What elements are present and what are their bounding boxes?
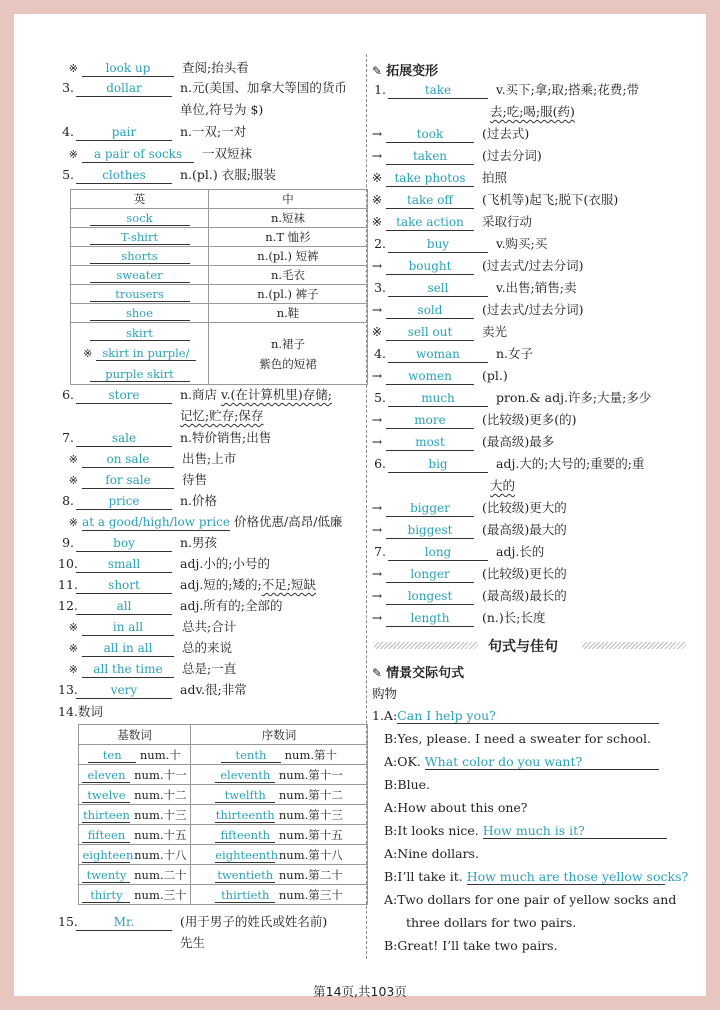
list-item: 15. Mr. (用于男子的姓氏或姓名前) [58,914,328,929]
list-item: 5. clothes n.(pl.) 衣服;服装 [62,167,276,182]
list-item-continuation: 单位,符号为 $) [180,102,264,117]
dialog-line: B:I’ll take it. How much are those yellow socks? [384,869,689,884]
list-item: 11. short adj.短的;矮的;不足;短缺 [58,577,316,592]
dialog-line: A:Two dollars for one pair of yellow socks and [384,892,677,907]
list-item: 1. take v.买下;拿;取;搭乘;花费;带 [374,82,640,97]
answer-blank: look up [82,61,174,77]
dialog-line: three dollars for two pairs. [406,915,577,930]
list-item: → women (pl.) [371,368,508,383]
list-item: → longest (最高级)最长的 [371,588,567,603]
hatch-decoration [582,642,686,649]
list-item: 12. all adj.所有的;全部的 [58,598,283,613]
arrow-icon: → [371,126,383,141]
list-item: → longer (比较级)更长的 [371,566,567,581]
list-item: 5. much pron.& adj.许多;大量;多少 [374,390,652,405]
list-item: 8. price n.价格 [62,493,218,508]
list-item: → sold (过去式/过去分词) [371,302,584,317]
list-item: 6. store n.商店 v.(在计算机里)存储; [62,387,333,402]
list-item: → most (最高级)最多 [371,434,555,449]
arrow-icon: → [371,148,383,163]
answer-blank: a pair of socks [82,147,194,163]
list-item: → bought (过去式/过去分词) [371,258,584,273]
list-item: ※ in all 总共;合计 [68,619,237,634]
list-item: 9. boy n.男孩 [62,535,218,550]
list-item: ※ take photos 拍照 [371,170,508,185]
page-number: 第14页,共103页 [313,984,407,999]
list-item: 13. very adv.很;非常 [58,682,247,697]
answer-blank: pair [76,125,172,141]
list-item: 4. pair n.一双;一对 [62,124,247,139]
list-item: ※ sell out 卖光 [371,324,508,339]
list-item: ※ take action 采取行动 [371,214,533,229]
numerals-label: 14.数词 [58,704,103,719]
answer-blank: clothes [76,168,172,184]
dialog-line: B:Blue. [384,777,431,792]
pencil-icon: ✎ [372,666,383,680]
dialog-line: B:Yes, please. I need a sweater for school. [384,731,652,746]
list-item: ※ take off (飞机等)起飞;脱下(衣服) [371,192,619,207]
dialog-line: A:OK. What color do you want? [384,752,659,772]
list-item: ※ a pair of socks 一双短袜 [68,146,253,161]
list-item: 4. woman n.女子 [374,346,534,361]
list-item: ※ all in all 总的来说 [68,640,233,655]
list-item: → bigger (比较级)更大的 [371,500,567,515]
list-item: 6. big adj.大的;大号的;重要的;重 [374,456,645,471]
list-item: 10. small adj.小的;小号的 [58,556,271,571]
numerals-table: 基数词 序数词 ten num.十 tenth num.第十 eleven num.十一 eleventh num.第十一 twelve num.十二 twelfth num.第十二 thirteen num.十三 thirteenth num.第十三 fifteen num.十五 fifteenth num.第十五 eighteen num.十八 eighteenth num.第十八 twenty num.二十 twentieth num.第二十 thirty num.三十 thirtieth num.第三十 [78,724,368,905]
list-item: ※ at a good/high/low price 价格优惠/高昂/低廉 [68,514,343,529]
dialog-line: A:How about this one? [384,800,528,815]
dialog-title: ✎ 情景交际句式 [372,666,465,681]
sentence-header: 句式与佳句 [488,639,558,655]
section-title: ✎ 拓展变形 [372,64,439,79]
list-item: ※ for sale 待售 [68,472,208,487]
list-item: 2. buy v.购买;买 [374,236,548,251]
list-item: → taken (过去分词) [370,146,542,166]
list-item: 3. dollar n.元(美国、加拿大等国的货币 [62,80,347,95]
list-item: ※ all the time 总是;一直 [68,661,237,676]
dialog-line: B:It looks nice. How much is it? [384,821,667,841]
dialog-line: B:Great! I’ll take two pairs. [384,938,558,953]
clothes-table: 英 中 sock n.短袜 T-shirt n.T 恤衫 shorts n.(pl.) 短裤 sweater n.毛衣 trousers n.(pl.) 裤子 shoe n.鞋 skirt ※ skirt in purple/ purple skirt n.裙子 紫色的短裙 [70,189,368,385]
pencil-icon: ✎ [372,64,383,78]
workbook-page: ※ look up 查阅;抬头看 3. dollar n.元(美国、加拿大等国的货币 单位,符号为 $) 4. pair n.一双;一对 ※ a pair of socks 一双短袜 5. clothes n.(pl.) 衣服;服装 英 中 sock n.短袜 T-shirt n.T 恤衫 shorts n.(pl.) 短裤 sweater n.毛衣 trousers n.(pl.) 裤子 shoe n.鞋 skirt ※ skirt in purple/ purple skirt n.裙子 紫色的短裙 6. store n.商店 v.(在计算机里)存储; 记忆;贮存;保存 7. sale n.特价销售;出售 ※ on sale 出售;上市 ※ for sale 待售 8. price n.价格 ※ at a good/high/low price 价格优惠/高昂/低廉 9. boy n.男孩 10. small adj.小的;小号的 11. short adj.短的;矮的;不足;短缺 12. all adj.所有的;全部的 ※ in all 总共;合计 ※ all in all 总的来说 ※ all the time 总是;一直 13. very adv.很;非常 14.数词 基数词 序数词 ten num.十 tenth num.第十 eleven num.十一 eleventh num.第十一 twelve num.十二 twelfth num.第十二 thirteen num.十三 thirteenth num.第十三 fifteen num.十五 fifteenth num.第十五 eighteen num.十八 eighteenth num.第十八 twenty num.二十 twentieth num.第二十 thirty num.三十 thirtieth num.第三十 15. Mr. (用于男子的姓氏或姓名前) 先生 ✎ 拓展变形 1. take v.买下;拿;取;搭乘;花费;带 去;吃;喝;服(药) → took (过去式) → taken (过去分词) ※ take photos 拍照 ※ take off (飞机等)起飞;脱下(衣服) ※ take action 采取行动 2. buy v.购买;买 → bought (过去式/过去分词) 3. sell v.出售;销售;卖 → sold (过去式/过去分词) ※ sell out 卖光 4. woman n.女子 → women (pl.) 5. much pron.& adj.许多;大量;多少 → more (比较级)更多(的) → most (最高级)最多 6. big adj.大的;大号的;重要的;重 大的 → bigger (比较级)更大的 → biggest (最高级)最大的 7. long adj.长的 → longer (比较级)更长的 → longest (最高级)最长的 → length (n.)长;长度 句式与佳句 ✎ 情景交际句式 购物 1.A:Can I help you? B:Yes, please. I need a sweater for school. A:OK. What color do you want? B:Blue. A:How about this one? B:It looks nice. How much is it? A:Nine dollars. B:I’ll take it. How much are those yellow socks? A:Two dollars for one pair of yellow socks and three dollars for two pairs. B:Great! I’ll take two pairs. 第14页,共103页 [14,14,706,996]
answer-blank: store [76,388,172,404]
list-item: → more (比较级)更多(的) [371,412,577,427]
list-item: ※ look up 查阅;抬头看 [68,60,249,75]
topic: 购物 [372,686,398,701]
list-item: 3. sell v.出售;销售;卖 [374,280,577,295]
list-item: → took (过去式) [370,124,529,144]
list-item: ※ on sale 出售;上市 [68,451,237,466]
list-item: 7. sale n.特价销售;出售 [62,430,272,445]
list-item: → biggest (最高级)最大的 [371,522,567,537]
dialog-line: 1.A:Can I help you? [372,706,659,726]
list-item: 7. long adj.长的 [374,544,545,559]
answer-blank: dollar [76,81,172,97]
dialog-line: A:Nine dollars. [384,846,479,861]
hatch-decoration [374,642,478,649]
list-item: → length (n.)长;长度 [371,610,546,625]
